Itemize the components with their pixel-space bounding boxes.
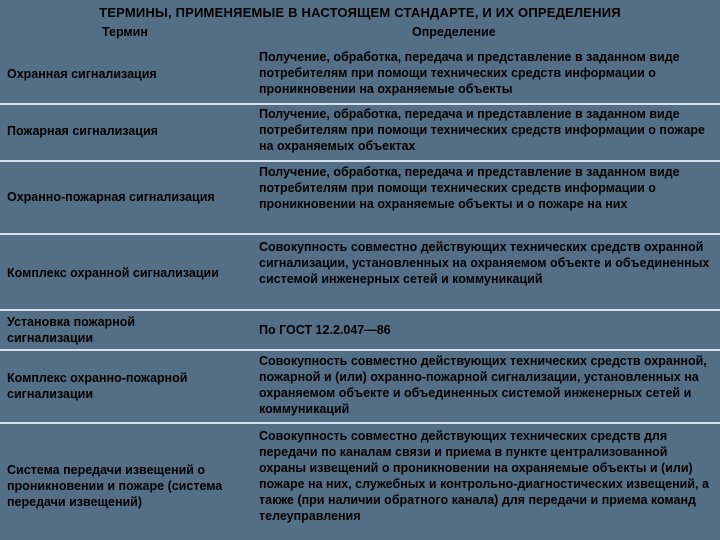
row-divider bbox=[0, 103, 720, 105]
row-definition: Совокупность совместно действующих технических средств охранной сигнализации, установленных на охраняемом объекте и объединенных системой инженерных сетей и коммуникаций bbox=[259, 240, 710, 286]
row-definition: Совокупность совместно действующих технических средств охранной, пожарной и (или) охранно-пожарной сигнализации, установленных на охраняемом объекте и объединенных системой инженерных сетей и коммуникаций bbox=[259, 354, 707, 416]
row-divider bbox=[0, 309, 720, 311]
column-header-definition: Определение bbox=[412, 25, 496, 39]
row-definition: Совокупность совместно действующих технических средств для передачи по каналам связи и приема в пункте централизованной охраны извещений о проникновении на охраняемые объекты и (или) пожаре на них, служебных и контрольно-диагностических извещений, а также (при наличии обратного канала) для передачи и приема команд телеуправления bbox=[259, 429, 709, 523]
page-title: ТЕРМИНЫ, ПРИМЕНЯЕМЫЕ В НАСТОЯЩЕМ СТАНДАРТЕ, И ИХ ОПРЕДЕЛЕНИЯ bbox=[99, 5, 621, 20]
row-divider bbox=[0, 349, 720, 351]
row-definition: Получение, обработка, передача и представление в заданном виде потребителям при помощи технических средств информации о проникновении на охраняемые объекты bbox=[259, 50, 680, 96]
row-definition: Получение, обработка, передача и представление в заданном виде потребителям при помощи технических средств информации о проникновении на охраняемые объекты и о пожаре на них bbox=[259, 165, 680, 211]
row-term: Установка пожарной сигнализации bbox=[7, 315, 136, 345]
row-term: Пожарная сигнализация bbox=[7, 124, 158, 138]
row-term: Комплекс охранной сигнализации bbox=[7, 266, 219, 280]
row-term: Система передачи извещений о проникновении и пожаре (система передачи извещений) bbox=[7, 463, 223, 509]
row-definition: Получение, обработка, передача и представление в заданном виде потребителям при помощи технических средств информации о пожаре на охраняемых объектах bbox=[259, 107, 705, 153]
row-term: Охранно-пожарная сигнализация bbox=[7, 190, 215, 204]
column-header-term: Термин bbox=[102, 25, 148, 39]
row-divider bbox=[0, 422, 720, 424]
row-divider bbox=[0, 160, 720, 162]
row-term: Охранная сигнализация bbox=[7, 67, 157, 81]
row-divider bbox=[0, 233, 720, 235]
row-definition: По ГОСТ 12.2.047—86 bbox=[259, 323, 391, 337]
row-term: Комплекс охранно-пожарной сигнализации bbox=[7, 371, 188, 401]
